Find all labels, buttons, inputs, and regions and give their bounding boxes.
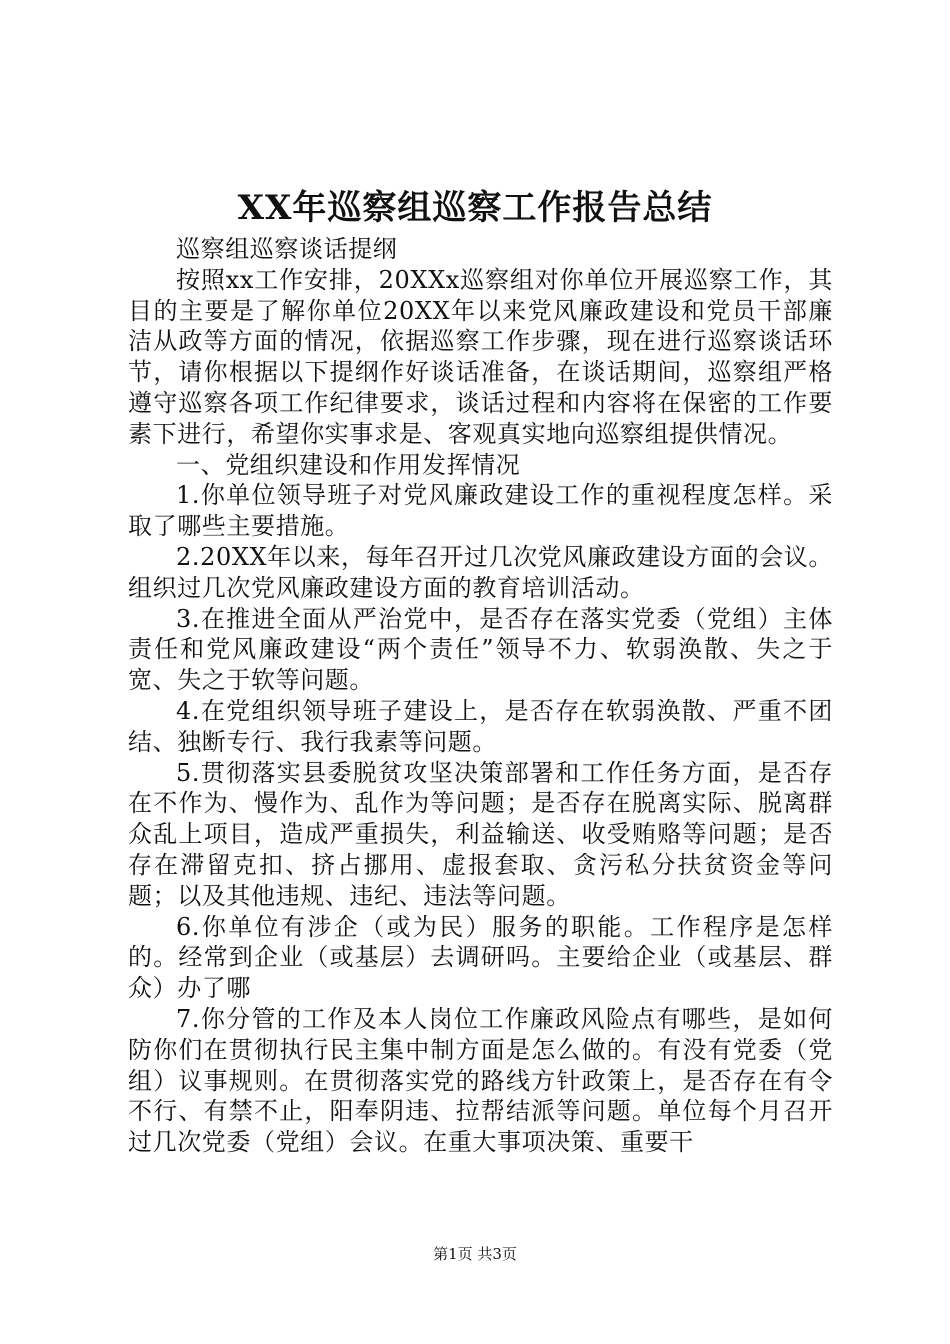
outline-heading: 巡察组巡察谈话提纲 — [176, 235, 398, 263]
section-heading: 一、党组织建设和作用发挥情况 — [176, 450, 521, 479]
question-1: 1.你单位领导班子对党风廉政建设工作的重视程度怎样。采取了哪些主要措施。 — [128, 481, 833, 541]
question-3: 3.在推进全面从严治党中，是否存在落实党委（党组）主体责任和党风廉政建设“两个责任”领导不力、软弱涣散、失之于宽、失之于软等问题。 — [128, 604, 833, 695]
page-number: 第1页 共3页 — [433, 1245, 517, 1263]
question-2: 2.20XX年以来，每年召开过几次党风廉政建设方面的会议。组织过几次党风廉政建设方面的教育培训活动。 — [128, 542, 834, 602]
question-4: 4.在党组织领导班子建设上，是否存在软弱涣散、严重不团结、独断专行、我行我素等问题。 — [128, 696, 833, 756]
intro-paragraph: 按照xx工作安排，20XXx巡察组对你单位开展巡察工作，其目的主要是了解你单位20XX年以来党风廉政建设和党员干部廉洁从政等方面的情况，依据巡察工作步骤，现在进行巡察谈话环节，请你根据以下提纲作好谈话准备，在谈话期间，巡察组严格遵守巡察各项工作纪律要求，谈话过程和内容将在保密的工作要素下进行，希望你实事求是、客观真实地向巡察组提供情况。 — [128, 265, 833, 448]
question-6: 6.你单位有涉企（或为民）服务的职能。工作程序是怎样的。经常到企业（或基层）去调研吗。主要给企业（或基层、群众）办了哪 — [128, 912, 833, 1003]
question-5: 5.贯彻落实县委脱贫攻坚决策部署和工作任务方面，是否存在不作为、慢作为、乱作为等问题；是否存在脱离实际、脱离群众乱上项目，造成严重损失，利益输送、收受贿赂等问题；是否存在滞留克扣、挤占挪用、虚报套取、贪污私分扶贫资金等问题；以及其他违规、违纪、违法等问题。 — [128, 758, 833, 910]
document-title: XX年巡察组巡察工作报告总结 — [237, 188, 713, 228]
document-body — [128, 234, 833, 1158]
question-7: 7.你分管的工作及本人岗位工作廉政风险点有哪些，是如何防你们在贯彻执行民主集中制方面是怎么做的。有没有党委（党组）议事规则。在贯彻落实党的路线方针政策上，是否存在有令不行、有禁不止，阳奉阴违、拉帮结派等问题。单位每个月召开过几次党委（党组）会议。在重大事项决策、重要干 — [128, 1004, 833, 1157]
